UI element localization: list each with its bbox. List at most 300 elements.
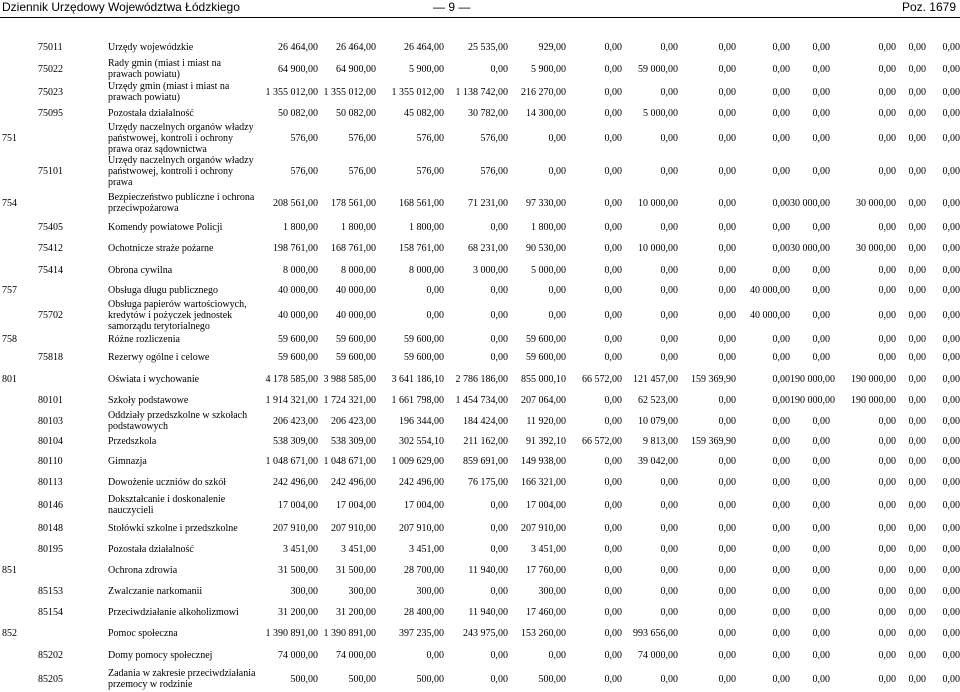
- amount-cell: 14 300,00: [526, 107, 566, 119]
- amount-cell: 30 000,00: [856, 242, 896, 254]
- amount-cell: 1 009 629,00: [391, 455, 444, 467]
- amount-cell: 0,00: [718, 627, 736, 639]
- item-name: Urzędy naczelnych organów władzy państwowej, kontroli i ochrony prawa oraz sądownictwa: [108, 122, 254, 155]
- item-name: Różne rozliczenia: [108, 333, 180, 345]
- item-name: Szkoły podstawowe: [108, 394, 189, 406]
- amount-cell: 0,00: [942, 351, 960, 363]
- division-code: [0, 432, 38, 450]
- amount-cell: 0,00: [604, 415, 622, 427]
- amount-cell: 0,00: [604, 264, 622, 276]
- amount-cell: 59 600,00: [278, 333, 318, 345]
- amount-cell: 0,00: [908, 166, 926, 177]
- amount-cell: 1 800,00: [341, 222, 376, 233]
- table-row: [0, 560, 960, 580]
- amount-cell: 39 042,00: [638, 455, 678, 467]
- amount-cell: 3 641 186,10: [391, 373, 444, 385]
- item-name: Komendy powiatowe Policji: [108, 222, 223, 233]
- table-row: [0, 259, 960, 281]
- amount-cell: 0,00: [878, 107, 896, 119]
- item-name: Pozostała działalność: [108, 107, 194, 119]
- amount-cell: 0,00: [772, 522, 790, 534]
- amount-cell: 2 786 186,00: [455, 373, 508, 385]
- item-name: Przeciwdziałanie alkoholizmowi: [108, 606, 239, 618]
- amount-cell: 0,00: [604, 673, 622, 685]
- chapter-code: 80113: [38, 476, 63, 488]
- amount-cell: 31 200,00: [278, 606, 318, 618]
- item-name: Zwalczanie narkomanii: [108, 585, 203, 597]
- amount-cell: 0,00: [660, 284, 678, 296]
- amount-cell: 0,00: [878, 264, 896, 276]
- amount-cell: 17 760,00: [526, 564, 566, 576]
- amount-cell: 168 761,00: [331, 242, 376, 254]
- amount-cell: 0,00: [812, 649, 830, 661]
- amount-cell: 0,00: [772, 242, 790, 254]
- chapter-code: 75023: [38, 86, 63, 98]
- chapter-code: [38, 188, 108, 218]
- amount-cell: 30 000,00: [790, 197, 830, 209]
- amount-cell: 59 600,00: [336, 333, 376, 345]
- item-name: Obsługa papierów wartościowych, kredytów i pożyczek jednostek samorządu terytorialnego: [108, 299, 247, 332]
- amount-cell: 0,00: [718, 310, 736, 321]
- amount-cell: 0,00: [426, 310, 444, 321]
- amount-cell: 0,00: [604, 499, 622, 511]
- table-row: [0, 666, 960, 692]
- amount-cell: 208 561,00: [273, 197, 318, 209]
- table-row: [0, 104, 960, 122]
- amount-cell: 0,00: [878, 543, 896, 555]
- amount-cell: 0,00: [878, 310, 896, 321]
- amount-cell: 0,00: [878, 86, 896, 98]
- amount-cell: 0,00: [908, 242, 926, 254]
- amount-cell: 538 309,00: [273, 435, 318, 447]
- amount-cell: 0,00: [604, 63, 622, 75]
- amount-cell: 0,00: [812, 222, 830, 233]
- amount-cell: 1 724 321,00: [323, 394, 376, 406]
- chapter-code: 75011: [38, 41, 63, 53]
- chapter-code: 80101: [38, 394, 63, 406]
- chapter-code: 80195: [38, 543, 63, 555]
- table-row: [0, 332, 960, 346]
- amount-cell: 0,00: [490, 499, 508, 511]
- amount-cell: 0,00: [772, 415, 790, 427]
- amount-cell: 0,00: [718, 222, 736, 233]
- amount-cell: 0,00: [812, 264, 830, 276]
- amount-cell: 0,00: [942, 284, 960, 296]
- table-row: [0, 155, 960, 188]
- item-name: Rady gmin (miast i miast na prawach powiatu): [108, 58, 222, 80]
- amount-cell: 207 064,00: [521, 394, 566, 406]
- amount-cell: 3 451,00: [341, 543, 376, 555]
- amount-cell: 50 082,00: [336, 107, 376, 119]
- amount-cell: 538 309,00: [331, 435, 376, 447]
- amount-cell: 0,00: [718, 333, 736, 345]
- amount-cell: 0,00: [490, 522, 508, 534]
- amount-cell: 0,00: [878, 222, 896, 233]
- chapter-code: 80103: [38, 415, 63, 427]
- amount-cell: 0,00: [660, 166, 678, 177]
- amount-cell: 168 561,00: [399, 197, 444, 209]
- amount-cell: 0,00: [908, 627, 926, 639]
- item-name: Dokształcanie i doskonalenie nauczycieli: [108, 494, 226, 516]
- amount-cell: 0,00: [718, 564, 736, 576]
- table-row: [0, 368, 960, 390]
- table-body: [0, 36, 960, 692]
- amount-cell: 0,00: [908, 284, 926, 296]
- amount-cell: 0,00: [660, 333, 678, 345]
- division-code: [0, 538, 38, 560]
- amount-cell: 5 000,00: [643, 107, 678, 119]
- amount-cell: 0,00: [878, 649, 896, 661]
- amount-cell: 1 355 012,00: [265, 86, 318, 98]
- amount-cell: 0,00: [718, 166, 736, 177]
- item-name: Urzędy wojewódzkie: [108, 41, 194, 53]
- amount-cell: 0,00: [604, 41, 622, 53]
- amount-cell: 242 496,00: [399, 476, 444, 488]
- amount-cell: 17 460,00: [526, 606, 566, 618]
- amount-cell: 59 600,00: [526, 333, 566, 345]
- amount-cell: 190 000,00: [851, 394, 896, 406]
- amount-cell: 0,00: [772, 166, 790, 177]
- amount-cell: 45 082,00: [404, 107, 444, 119]
- amount-cell: 0,00: [772, 107, 790, 119]
- amount-cell: 0,00: [942, 222, 960, 233]
- division-code: 757: [2, 284, 17, 296]
- amount-cell: 0,00: [548, 310, 566, 321]
- amount-cell: 30 782,00: [468, 107, 508, 119]
- division-code: 801: [2, 373, 17, 385]
- amount-cell: 0,00: [908, 476, 926, 488]
- amount-cell: 0,00: [942, 435, 960, 447]
- amount-cell: 0,00: [812, 543, 830, 555]
- amount-cell: 40 000,00: [750, 310, 790, 321]
- amount-cell: 576,00: [348, 133, 376, 144]
- division-code: [0, 80, 38, 104]
- amount-cell: 74 000,00: [336, 649, 376, 661]
- table-row: [0, 122, 960, 155]
- amount-cell: 0,00: [812, 107, 830, 119]
- amount-cell: 0,00: [718, 107, 736, 119]
- amount-cell: 190 000,00: [790, 394, 835, 406]
- table-row: [0, 518, 960, 538]
- amount-cell: 207 910,00: [331, 522, 376, 534]
- amount-cell: 28 700,00: [404, 564, 444, 576]
- amount-cell: 576,00: [290, 166, 318, 177]
- amount-cell: 576,00: [480, 133, 508, 144]
- amount-cell: 0,00: [604, 543, 622, 555]
- amount-cell: 178 561,00: [331, 197, 376, 209]
- amount-cell: 0,00: [660, 351, 678, 363]
- amount-cell: 3 988 585,00: [323, 373, 376, 385]
- item-name: Dowożenie uczniów do szkół: [108, 476, 227, 488]
- amount-cell: 17 004,00: [278, 499, 318, 511]
- amount-cell: 0,00: [908, 673, 926, 685]
- amount-cell: 500,00: [290, 673, 318, 685]
- amount-cell: 149 938,00: [521, 455, 566, 467]
- table-row: [0, 602, 960, 622]
- table-row: [0, 80, 960, 104]
- division-code: [0, 410, 38, 432]
- division-code: 851: [2, 564, 17, 576]
- division-code: [0, 218, 38, 237]
- amount-cell: 3 451,00: [409, 543, 444, 555]
- chapter-code: 75412: [38, 242, 63, 254]
- amount-cell: 17 004,00: [336, 499, 376, 511]
- amount-cell: 576,00: [416, 133, 444, 144]
- chapter-code: 80104: [38, 435, 63, 447]
- amount-cell: 0,00: [812, 166, 830, 177]
- amount-cell: 0,00: [942, 522, 960, 534]
- amount-cell: 0,00: [878, 673, 896, 685]
- amount-cell: 0,00: [942, 41, 960, 53]
- amount-cell: 158 761,00: [399, 242, 444, 254]
- amount-cell: 0,00: [812, 627, 830, 639]
- amount-cell: 0,00: [878, 476, 896, 488]
- amount-cell: 0,00: [604, 476, 622, 488]
- amount-cell: 5 900,00: [531, 63, 566, 75]
- amount-cell: 0,00: [812, 476, 830, 488]
- chapter-code: [38, 560, 108, 580]
- item-name: Pomoc społeczna: [108, 627, 178, 639]
- item-name: Obrona cywilna: [108, 264, 173, 276]
- amount-cell: 0,00: [718, 606, 736, 618]
- amount-cell: 0,00: [718, 499, 736, 511]
- amount-cell: 0,00: [660, 522, 678, 534]
- amount-cell: 0,00: [908, 41, 926, 53]
- table-row: [0, 622, 960, 644]
- amount-cell: 0,00: [942, 455, 960, 467]
- division-code: [0, 472, 38, 492]
- amount-cell: 0,00: [604, 649, 622, 661]
- chapter-code: 80110: [38, 455, 63, 467]
- amount-cell: 0,00: [772, 649, 790, 661]
- table-row: [0, 450, 960, 472]
- amount-cell: 0,00: [718, 476, 736, 488]
- amount-cell: 196 344,00: [399, 415, 444, 427]
- amount-cell: 0,00: [490, 310, 508, 321]
- amount-cell: 0,00: [878, 455, 896, 467]
- amount-cell: 0,00: [718, 394, 736, 406]
- amount-cell: 0,00: [812, 333, 830, 345]
- amount-cell: 0,00: [426, 284, 444, 296]
- amount-cell: 198 761,00: [273, 242, 318, 254]
- amount-cell: 0,00: [908, 373, 926, 385]
- chapter-code: 85154: [38, 606, 63, 618]
- amount-cell: 0,00: [878, 351, 896, 363]
- amount-cell: 0,00: [604, 585, 622, 597]
- amount-cell: 0,00: [772, 476, 790, 488]
- amount-cell: 0,00: [878, 627, 896, 639]
- amount-cell: 0,00: [812, 499, 830, 511]
- amount-cell: 26 464,00: [404, 41, 444, 53]
- item-name: Domy pomocy społecznej: [108, 649, 213, 661]
- amount-cell: 0,00: [548, 649, 566, 661]
- amount-cell: 0,00: [772, 455, 790, 467]
- amount-cell: 859 691,00: [463, 455, 508, 467]
- amount-cell: 300,00: [348, 585, 376, 597]
- journal-title: Dziennik Urzędowy Województwa Łódzkiego: [2, 0, 240, 14]
- page-header: [0, 0, 960, 18]
- amount-cell: 0,00: [812, 284, 830, 296]
- division-code: 751: [2, 133, 17, 144]
- amount-cell: 300,00: [416, 585, 444, 597]
- amount-cell: 0,00: [878, 41, 896, 53]
- division-code: [0, 104, 38, 122]
- amount-cell: 0,00: [660, 133, 678, 144]
- amount-cell: 1 138 742,00: [455, 86, 508, 98]
- amount-cell: 153 260,00: [521, 627, 566, 639]
- amount-cell: 40 000,00: [278, 284, 318, 296]
- amount-cell: 206 423,00: [273, 415, 318, 427]
- amount-cell: 0,00: [942, 310, 960, 321]
- amount-cell: 5 900,00: [409, 63, 444, 75]
- amount-cell: 1 800,00: [531, 222, 566, 233]
- amount-cell: 216 270,00: [521, 86, 566, 98]
- amount-cell: 0,00: [660, 673, 678, 685]
- amount-cell: 0,00: [718, 415, 736, 427]
- amount-cell: 31 500,00: [336, 564, 376, 576]
- amount-cell: 0,00: [878, 499, 896, 511]
- amount-cell: 0,00: [490, 351, 508, 363]
- amount-cell: 206 423,00: [331, 415, 376, 427]
- amount-cell: 0,00: [548, 284, 566, 296]
- item-name: Gimnazja: [108, 455, 147, 467]
- chapter-code: [38, 122, 108, 155]
- amount-cell: 166 321,00: [521, 476, 566, 488]
- chapter-code: 75818: [38, 351, 63, 363]
- amount-cell: 0,00: [812, 522, 830, 534]
- amount-cell: 184 424,00: [463, 415, 508, 427]
- chapter-code: [38, 368, 108, 390]
- amount-cell: 0,00: [878, 415, 896, 427]
- amount-cell: 576,00: [416, 166, 444, 177]
- division-code: [0, 602, 38, 622]
- table-row: [0, 188, 960, 218]
- amount-cell: 0,00: [604, 242, 622, 254]
- amount-cell: 10 000,00: [638, 242, 678, 254]
- amount-cell: 929,00: [538, 41, 566, 53]
- item-name: Stołówki szkolne i przedszkolne: [108, 522, 238, 534]
- amount-cell: 0,00: [718, 197, 736, 209]
- amount-cell: 1 048 671,00: [323, 455, 376, 467]
- division-code: [0, 155, 38, 188]
- amount-cell: 993 656,00: [633, 627, 678, 639]
- amount-cell: 3 451,00: [283, 543, 318, 555]
- amount-cell: 0,00: [772, 133, 790, 144]
- amount-cell: 0,00: [660, 543, 678, 555]
- amount-cell: 0,00: [660, 41, 678, 53]
- amount-cell: 0,00: [942, 394, 960, 406]
- amount-cell: 0,00: [604, 522, 622, 534]
- amount-cell: 0,00: [718, 649, 736, 661]
- amount-cell: 0,00: [812, 564, 830, 576]
- amount-cell: 0,00: [812, 673, 830, 685]
- chapter-code: 75095: [38, 107, 63, 119]
- amount-cell: 300,00: [538, 585, 566, 597]
- amount-cell: 0,00: [942, 606, 960, 618]
- table-row: [0, 644, 960, 666]
- amount-cell: 0,00: [942, 333, 960, 345]
- amount-cell: 71 231,00: [468, 197, 508, 209]
- item-name: Pozostała działalność: [108, 543, 194, 555]
- amount-cell: 0,00: [604, 222, 622, 233]
- item-name: Rezerwy ogólne i celowe: [108, 351, 210, 363]
- amount-cell: 0,00: [878, 522, 896, 534]
- amount-cell: 0,00: [718, 455, 736, 467]
- chapter-code: 80146: [38, 499, 63, 511]
- chapter-code: 75405: [38, 222, 63, 233]
- amount-cell: 242 496,00: [331, 476, 376, 488]
- table-row: [0, 281, 960, 299]
- amount-cell: 0,00: [490, 222, 508, 233]
- amount-cell: 242 496,00: [273, 476, 318, 488]
- amount-cell: 10 079,00: [638, 415, 678, 427]
- amount-cell: 0,00: [942, 649, 960, 661]
- amount-cell: 0,00: [942, 133, 960, 144]
- amount-cell: 0,00: [812, 86, 830, 98]
- amount-cell: 1 355 012,00: [391, 86, 444, 98]
- chapter-code: 80148: [38, 522, 63, 534]
- amount-cell: 0,00: [812, 133, 830, 144]
- chapter-code: 85205: [38, 673, 63, 685]
- amount-cell: 0,00: [772, 86, 790, 98]
- division-code: [0, 450, 38, 472]
- amount-cell: 74 000,00: [638, 649, 678, 661]
- amount-cell: 0,00: [942, 415, 960, 427]
- amount-cell: 0,00: [942, 166, 960, 177]
- amount-cell: 0,00: [878, 435, 896, 447]
- amount-cell: 190 000,00: [851, 373, 896, 385]
- amount-cell: 0,00: [660, 310, 678, 321]
- chapter-code: 75414: [38, 264, 63, 276]
- amount-cell: 0,00: [718, 522, 736, 534]
- division-code: [0, 644, 38, 666]
- amount-cell: 190 000,00: [790, 373, 835, 385]
- amount-cell: 0,00: [878, 133, 896, 144]
- amount-cell: 0,00: [908, 86, 926, 98]
- amount-cell: 0,00: [604, 284, 622, 296]
- amount-cell: 0,00: [490, 673, 508, 685]
- amount-cell: 17 004,00: [404, 499, 444, 511]
- table-row: [0, 58, 960, 80]
- amount-cell: 0,00: [604, 166, 622, 177]
- amount-cell: 0,00: [942, 242, 960, 254]
- division-code: [0, 390, 38, 410]
- amount-cell: 0,00: [908, 333, 926, 345]
- amount-cell: 0,00: [772, 673, 790, 685]
- table-row: [0, 580, 960, 602]
- amount-cell: 40 000,00: [750, 284, 790, 296]
- amount-cell: 74 000,00: [278, 649, 318, 661]
- chapter-code: [38, 332, 108, 346]
- amount-cell: 1 800,00: [409, 222, 444, 233]
- amount-cell: 0,00: [772, 543, 790, 555]
- amount-cell: 0,00: [604, 333, 622, 345]
- amount-cell: 0,00: [772, 627, 790, 639]
- amount-cell: 0,00: [772, 264, 790, 276]
- amount-cell: 211 162,00: [463, 435, 508, 447]
- amount-cell: 31 200,00: [336, 606, 376, 618]
- amount-cell: 0,00: [772, 585, 790, 597]
- item-name: Oddziały przedszkolne w szkołach podstawowych: [108, 410, 248, 432]
- amount-cell: 0,00: [718, 242, 736, 254]
- amount-cell: 0,00: [878, 606, 896, 618]
- amount-cell: 0,00: [718, 264, 736, 276]
- amount-cell: 59 600,00: [404, 333, 444, 345]
- division-code: [0, 58, 38, 80]
- amount-cell: 0,00: [942, 264, 960, 276]
- amount-cell: 0,00: [772, 222, 790, 233]
- amount-cell: 0,00: [878, 284, 896, 296]
